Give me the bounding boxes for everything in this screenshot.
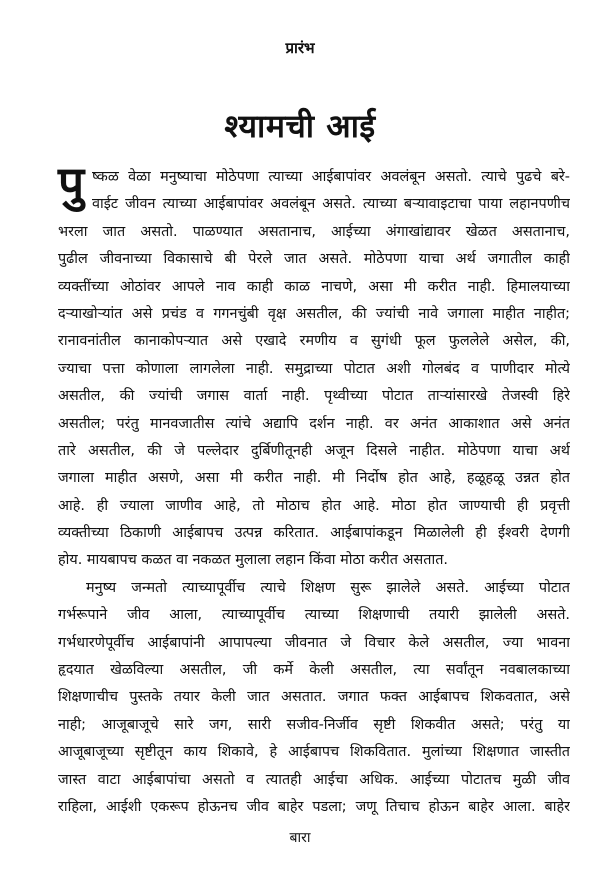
text-line: पुढील जीवनाच्या विकासाचे बी पेरले जात असते. मोठेपणा याचा अर्थ जगातील काही [58,251,570,268]
body-text [58,164,570,821]
text-line: गर्भरूपाने जीव आला, त्याच्यापूर्वीच त्याच्या शिक्षणाची तयारी झालेली असते. [58,607,570,624]
text-line: रानावनांतील कानाकोपऱ्यात असे एखादे रमणीय व सुगंधी फूल फुललेले असेल, की, [58,333,570,350]
text-line: शिक्षणाचीच पुस्तके तयार केली जात असतात. जगात फक्त आईबापच शिकवतात, असे [58,689,570,706]
text-line: ज्याचा पत्ता कोणाला लागलेला नाही. समुद्राच्या पोटात अशी गोलबंद व पाणीदार मोत्ये [58,360,570,377]
text-line: नाही; आजूबाजूचे सारे जग, सारी सजीव-निर्जीव सृष्टी शिकवीत असते; परंतु या [58,716,570,733]
text-line: भरला जात असतो. पाळण्यात असतानाच, आईच्या अंगाखांद्यावर खेळत असतानाच, [58,223,570,240]
text-line: होय. मायबापच कळत वा नकळत मुलाला लहान किंवा मोठा करीत असतात. [58,552,448,569]
running-head: प्रारंभ [285,39,315,57]
text-line: जास्त वाटा आईबापांचा असतो व त्यातही आईचा अधिक. आईच्या पोटातच मुळी जीव [58,771,570,788]
text-line: ष्कळ वेळा मनुष्याचा मोठेपणा त्याच्या आईबापांवर अवलंबून असतो. त्याचे पुढचे बरे- [92,169,570,185]
text-line: वाईट जीवन त्याच्या आईबापांवर अवलंबून असते. त्याच्या बऱ्यावाइटाचा पाया लहानपणीच [92,196,570,213]
text-line: असतील, की ज्यांची जगास वार्ता नाही. पृथ्वीच्या पोटात ताऱ्यांसारखे तेजस्वी हिरे [58,388,570,405]
text-line: व्यक्तीच्या ठिकाणी आईबापच उत्पन्न करितात. आईबापांकडून मिळालेली ही ईश्वरी देणगी [58,525,570,542]
text-line: व्यक्तींच्या ओठांवर आपले नाव काही काळ नाचणे, असा मी करीत नाही. हिमालयाच्या [58,278,570,295]
text-line: मनुष्य जन्मतो त्याच्यापूर्वीच त्याचे शिक्षण सुरू झालेले असते. आईच्या पोटात [86,579,570,596]
drop-cap: पु [58,156,85,210]
text-line: असतील; परंतु मानवजातीस त्यांचे अद्यापि दर्शन नाही. वर अनंत आकाशात असे अनंत [58,415,570,432]
text-line: राहिला, आईशी एकरूप होऊनच जीव बाहेर पडला; जणू तिचाच होऊन बाहेर आला. बाहेर [58,798,570,815]
text-line: तारे असतील, की जे पल्लेदार दुर्बिणीतूनही अजून दिसले नाहीत. मोठेपणा याचा अर्थ [58,442,570,459]
text-line: आहे. ही ज्याला जाणीव आहे, तो मोठाच होत आहे. मोठा होत जाण्याची ही प्रवृत्ती [58,497,570,514]
text-line: दऱ्याखोऱ्यांत असे प्रचंड व गगनचुंबी वृक्ष असतील, की ज्यांची नावे जगाला माहीत नाहीत; [58,305,570,322]
text-line: आजूबाजूच्या सृष्टीतून काय शिकावे, हे आईबापच शिकवितात. मुलांच्या शिक्षणात जास्तीत [58,744,570,761]
chapter-title: श्यामची आई [224,107,376,145]
text-line: जगाला माहीत असणे, असा मी करीत नाही. मी निर्दोष होत आहे, हळूहळू उन्नत होत [58,470,570,487]
page-number: बारा [289,830,311,846]
text-line: गर्भधारणेपूर्वीच आईबापांनी आपापल्या जीवनात जे विचार केले असतील, ज्या भावना [58,634,570,651]
text-line: हृदयात खेळविल्या असतील, जी कर्मे केली असतील, त्या सर्वांतून नवबालकाच्या [58,662,570,679]
